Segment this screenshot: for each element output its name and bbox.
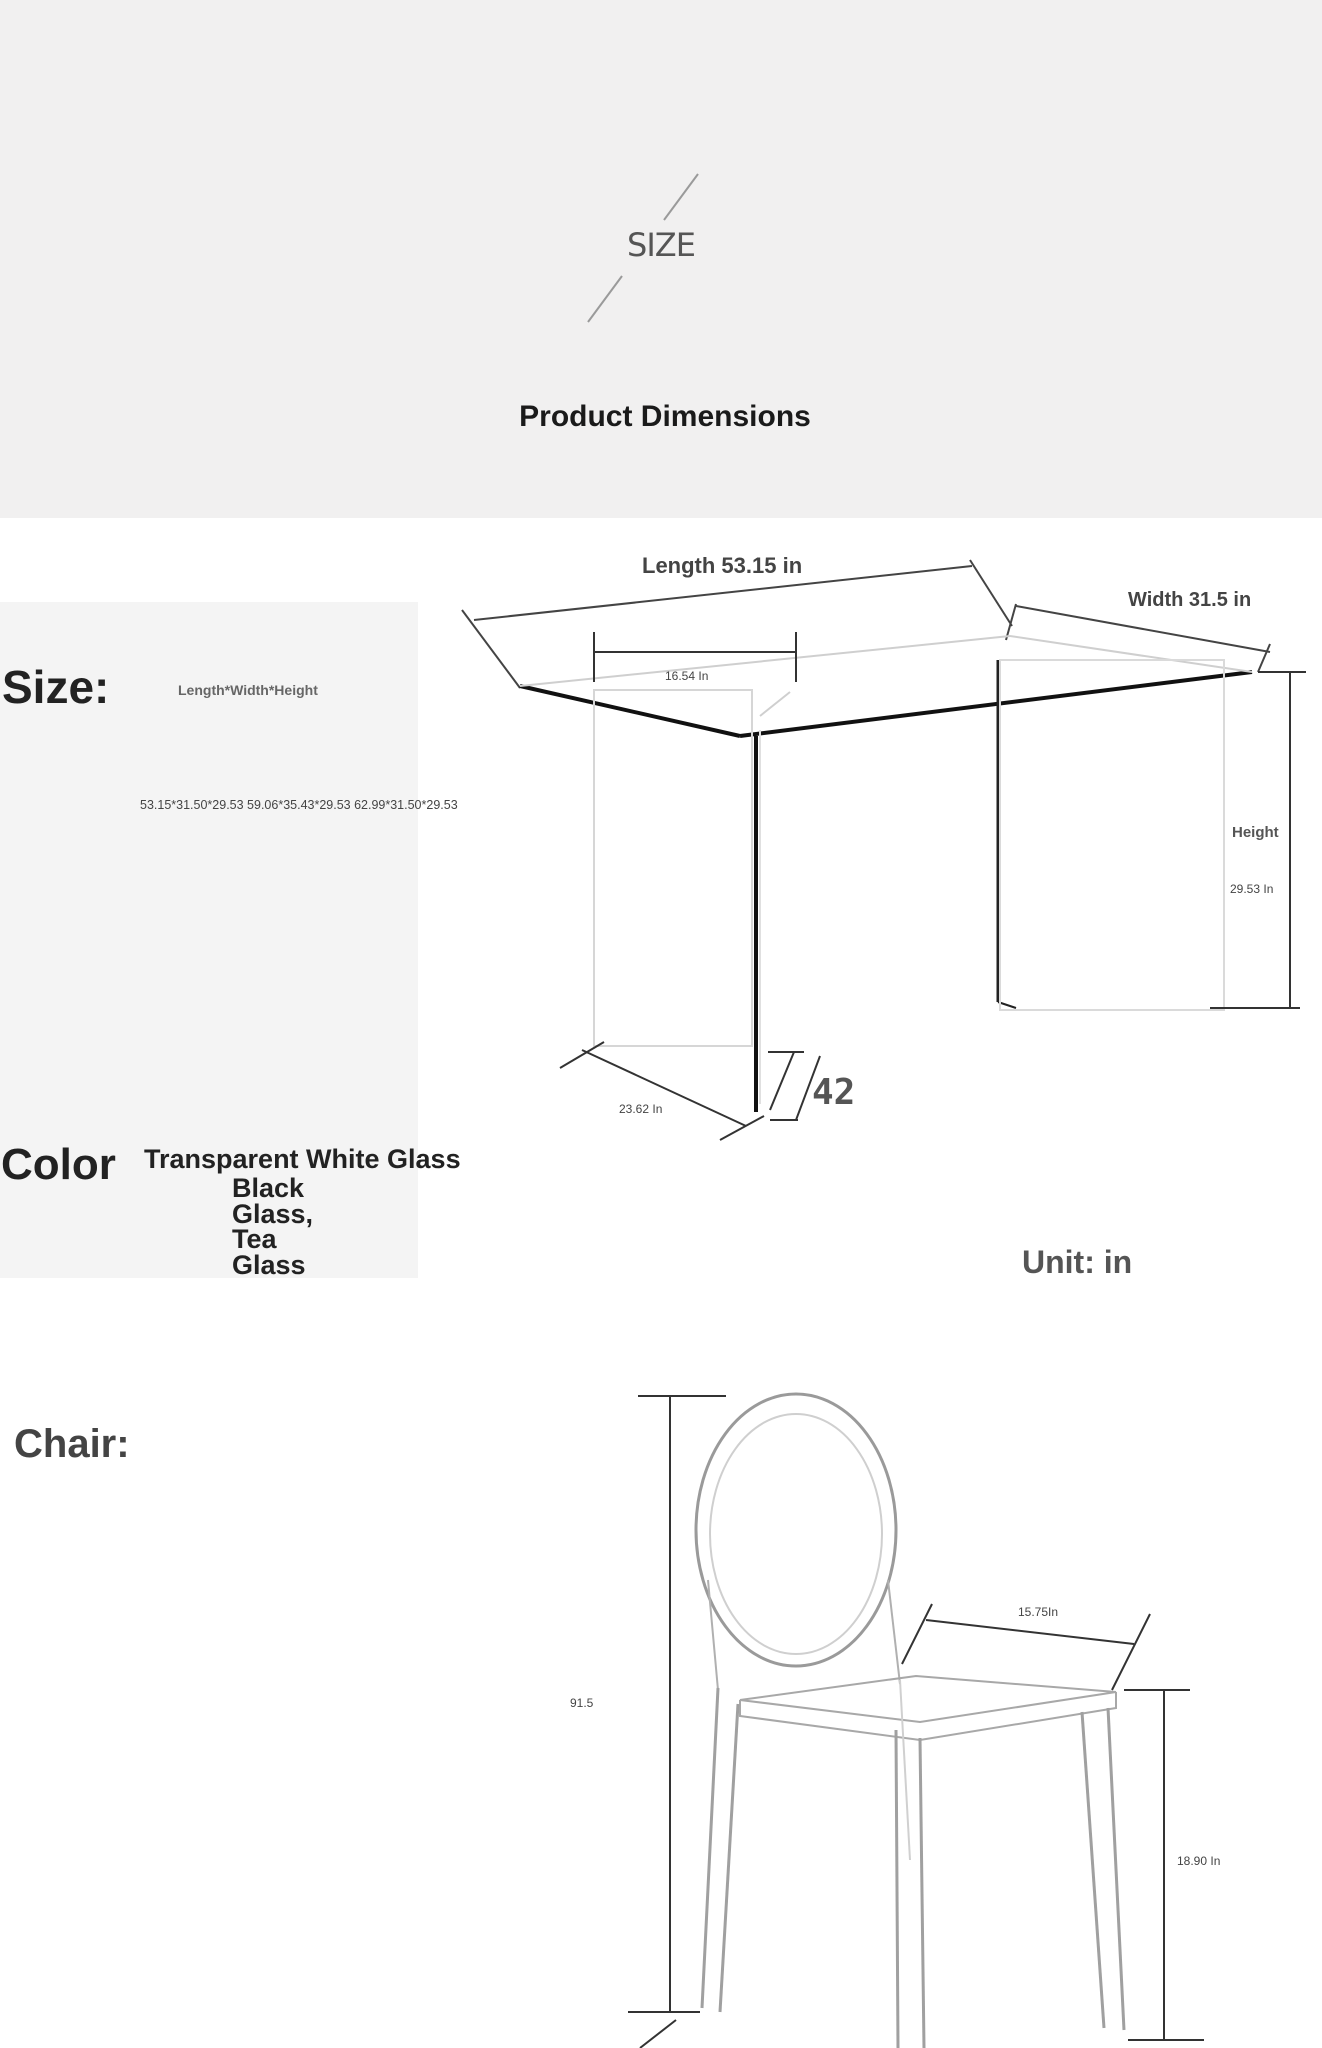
color-option-line: Black (232, 1173, 305, 1203)
inner-dimension: 16.54 In (665, 669, 709, 683)
color-option-line: Glass, (232, 1198, 314, 1229)
chair-seat-height: 18.90 In (1177, 1854, 1221, 1868)
color-option-first: Transparent White Glass (144, 1144, 461, 1174)
size-logo: SIZE (627, 226, 695, 264)
unit-label: Unit: in (1022, 1244, 1133, 1280)
height-label: Height (1232, 824, 1279, 841)
chair-label: Chair: (14, 1422, 130, 1466)
width-dimension: Width 31.5 in (1128, 589, 1252, 611)
thickness-dimension: 42 (812, 1072, 856, 1113)
color-option-line: Glass (232, 1249, 306, 1280)
color-option-line: Tea (232, 1224, 277, 1255)
length-dimension: Length 53.15 in (642, 553, 803, 578)
chair-total-height: 91.5 (570, 1696, 594, 1710)
page-title: Product Dimensions (519, 400, 811, 433)
size-values: 53.15*31.50*29.53 59.06*35.43*29.53 62.99*31.50*29.53 (140, 798, 458, 812)
size-caption: Length*Width*Height (178, 682, 318, 698)
depth-dimension: 23.62 In (619, 1102, 663, 1116)
height-value: 29.53 In (1230, 882, 1274, 896)
color-label: Color (1, 1140, 116, 1189)
size-label: Size: (2, 661, 110, 713)
chair-seat-width: 15.75In (1018, 1605, 1059, 1619)
